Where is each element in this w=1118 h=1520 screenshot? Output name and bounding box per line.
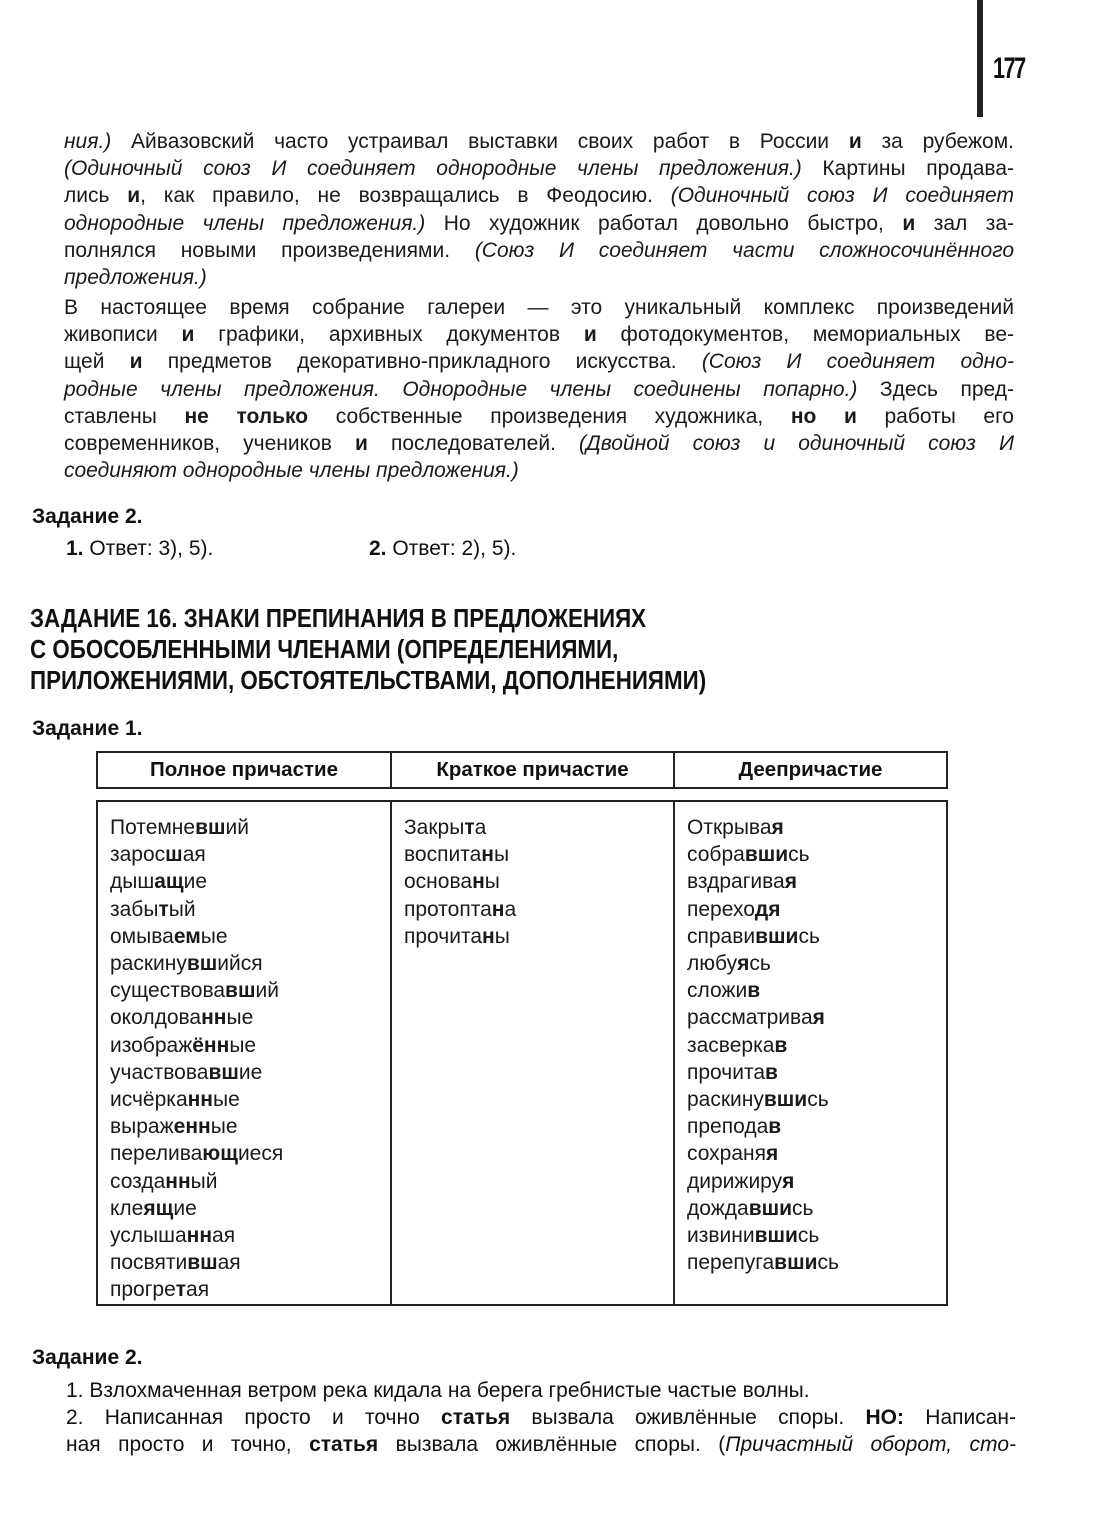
text-line: современников, учеников и последователей. (Двойной союз и одиночный союз И bbox=[64, 432, 1014, 456]
table-body bbox=[96, 800, 948, 1306]
column-full-participle bbox=[98, 802, 392, 1304]
text-line: (Одиночный союз И соединяет однородные члены предложения.) Картины продава- bbox=[64, 157, 1014, 181]
column-gerund bbox=[675, 802, 946, 1304]
task1-label: Задание 1. bbox=[32, 717, 143, 740]
table-header bbox=[96, 751, 948, 789]
task2-sentence-line: 2. Написанная просто и точно статья вызвала оживлённые споры. НО: Написан- bbox=[66, 1406, 1016, 1430]
table-cell-word: забытый bbox=[110, 897, 196, 921]
table-cell-word: изображённые bbox=[110, 1033, 257, 1057]
table-cell-word: перепугавшись bbox=[687, 1251, 839, 1275]
table-cell-word: протоптана bbox=[404, 897, 517, 921]
table-cell-word: Потемневший bbox=[110, 816, 249, 839]
table-cell-word: прочитаны bbox=[404, 924, 510, 948]
table-cell-word: выраженные bbox=[110, 1115, 238, 1139]
text-line: ния.) Айвазовский часто устраивал выставки своих работ в России и за рубежом. bbox=[64, 130, 1015, 153]
column-short-participle bbox=[392, 802, 675, 1304]
table-cell-word: основаны bbox=[404, 870, 500, 894]
table-cell-word: дирижируя bbox=[687, 1169, 795, 1193]
table-cell-word: любуясь bbox=[687, 952, 771, 976]
table-cell-word: Закрыта bbox=[404, 816, 487, 839]
text-line: предложения.) bbox=[64, 266, 207, 290]
intro-paragraph bbox=[64, 128, 1014, 291]
table-cell-word: Открывая bbox=[687, 816, 784, 839]
header-full-participle: Полное причастие bbox=[98, 753, 392, 787]
text-line: однородные члены предложения.) Но художник работал довольно быстро, и зал за- bbox=[64, 211, 1015, 235]
page-edge-rule bbox=[977, 0, 983, 117]
task2-previous-label: Задание 2. bbox=[32, 505, 143, 528]
table-cell-word: сложив bbox=[687, 979, 761, 1003]
header-short-participle: Краткое причастие bbox=[392, 753, 675, 787]
task2-sentences bbox=[66, 1377, 1016, 1459]
table-cell-word: извинившись bbox=[687, 1224, 820, 1248]
text-line: соединяют однородные члены предложения.) bbox=[64, 459, 519, 483]
text-line: живописи и графики, архивных документов и фотодокументов, мемориальных ве- bbox=[64, 323, 1014, 347]
table-cell-word: раскинувшись bbox=[687, 1088, 829, 1112]
table-cell-word: раскинувшийся bbox=[110, 952, 263, 976]
section-title-line: ЗАДАНИЕ 16. ЗНАКИ ПРЕПИНАНИЯ В ПРЕДЛОЖЕНИЯХ bbox=[30, 603, 647, 633]
gallery-paragraph bbox=[64, 294, 1014, 484]
table-cell-word: омываемые bbox=[110, 924, 228, 948]
table-cell-word: дышащие bbox=[110, 870, 208, 894]
text-line: лись и, как правило, не возвращались в Феодосию. (Одиночный союз И соединяет bbox=[64, 184, 1014, 208]
table-cell-word: существовавший bbox=[110, 979, 279, 1003]
table-cell-word: прогретая bbox=[110, 1278, 210, 1302]
table-cell-word: переходя bbox=[687, 897, 781, 921]
table-cell-word: прочитав bbox=[687, 1060, 778, 1084]
section-title-line: ПРИЛОЖЕНИЯМИ, ОБСТОЯТЕЛЬСТВАМИ, ДОПОЛНЕНИЯМИ) bbox=[30, 665, 707, 695]
task2-label: Задание 2. bbox=[32, 1346, 143, 1369]
section-title bbox=[30, 603, 706, 696]
task2-sentence-line: 1. Взлохмаченная ветром река кидала на берега гребнистые частые волны. bbox=[66, 1379, 810, 1402]
header-gerund: Деепричастие bbox=[738, 758, 883, 781]
table-cell-word: созданный bbox=[110, 1169, 218, 1193]
table-cell-word: переливающиеся bbox=[110, 1142, 284, 1166]
table-cell-word: справившись bbox=[687, 924, 820, 948]
text-line: родные члены предложения. Однородные члены соединены попарно.) Здесь пред- bbox=[64, 377, 1014, 401]
table-cell-word: собравшись bbox=[687, 843, 810, 867]
text-line: В настоящее время собрание галереи — это уникальный комплекс произведений bbox=[64, 296, 1014, 319]
table-cell-word: услышанная bbox=[110, 1224, 236, 1248]
table-cell-word: вздрагивая bbox=[687, 870, 797, 894]
table-cell-word: исчёрканные bbox=[110, 1088, 240, 1112]
page-number: 177 bbox=[993, 52, 1025, 85]
task2-sentence-line: ная просто и точно, статья вызвала оживлённые споры. (Причастный оборот, сто- bbox=[66, 1433, 1016, 1457]
section-title-line: С ОБОСОБЛЕННЫМИ ЧЛЕНАМИ (ОПРЕДЕЛЕНИЯМИ, bbox=[30, 634, 619, 664]
table-cell-word: клеящие bbox=[110, 1196, 197, 1220]
answer-1: 1. Ответ: 3), 5). bbox=[66, 537, 214, 560]
table-cell-word: заросшая bbox=[110, 843, 206, 867]
table-cell-word: преподав bbox=[687, 1115, 782, 1139]
table-cell-word: участвовавшие bbox=[110, 1060, 263, 1084]
text-line: ставлены не только собственные произведения художника, но и работы его bbox=[64, 404, 1014, 428]
text-line: полнялся новыми произведениями. (Союз И соединяет части сложносочинённого bbox=[64, 238, 1014, 262]
table-cell-word: воспитаны bbox=[404, 843, 510, 867]
table-cell-word: дождавшись bbox=[687, 1196, 814, 1220]
table-cell-word: сохраняя bbox=[687, 1142, 779, 1166]
table-cell-word: посвятившая bbox=[110, 1251, 241, 1275]
table-cell-word: засверкав bbox=[687, 1033, 788, 1057]
table-cell-word: околдованные bbox=[110, 1006, 254, 1030]
table-cell-word: рассматривая bbox=[687, 1006, 825, 1030]
text-line: щей и предметов декоративно-прикладного искусства. (Союз И соединяет одно- bbox=[64, 350, 1014, 374]
answer-2: 2. Ответ: 2), 5). bbox=[369, 537, 517, 560]
